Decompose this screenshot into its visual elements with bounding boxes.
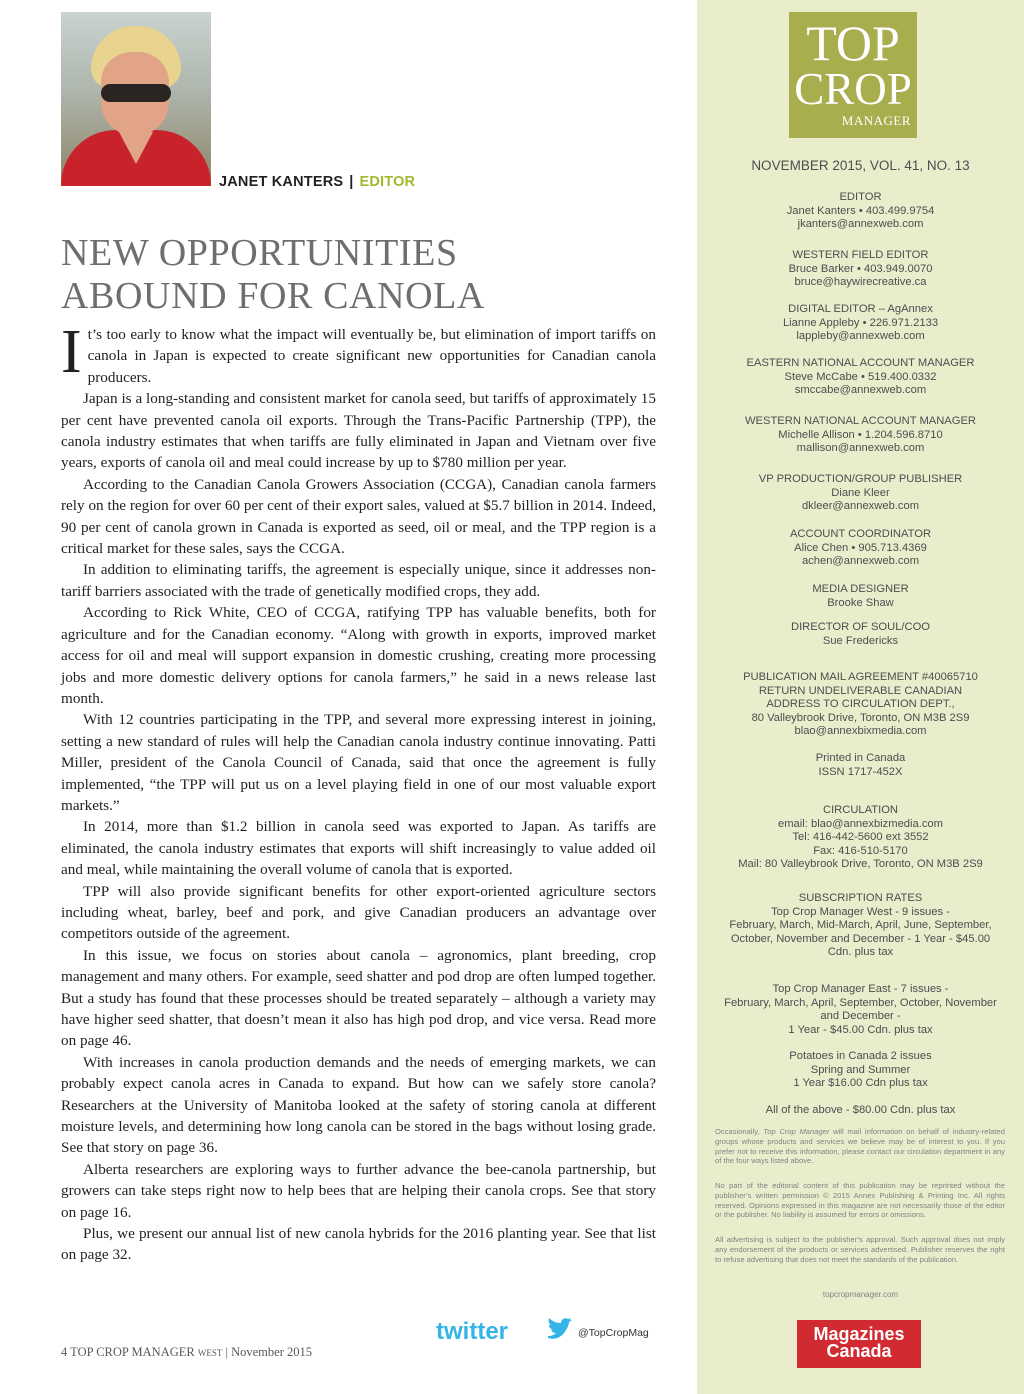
subscription-line: 1 Year $16.00 Cdn plus tax [793,1077,928,1090]
subscription-line: Spring and Summer [810,1063,911,1076]
twitter-logo-text: twitter [436,1318,508,1345]
folio-publication: TOP CROP MANAGER [70,1345,195,1359]
article-paragraph: According to Rick White, CEO of CCGA, ratifying TPP has valuable benefits, both for agriculture and for the Canadian economy. “Along with growth in exports, improved market access for oil and meal will support expansion in domestic crushing, creating more processing jobs and more domestic delivery options for canola farmers,” he said in a news release last month. [61,604,656,707]
page-folio [61,1345,312,1360]
folio-edition: WEST [197,1348,223,1358]
headline-line-2: ABOUND FOR CANOLA [61,275,486,317]
magazines-canada-logo [797,1320,921,1368]
masthead-title: DIRECTOR OF SOUL/COO [790,621,931,633]
article-paragraph: TPP will also provide significant benefits for other export-oriented agriculture sectors including wheat, barley, beef and pork, and give Canadian producers an advantage over competitors outside of the agreement. [61,882,656,943]
circulation-fax: Fax: 416-510-5170 [813,844,908,857]
subscription-line: Top Crop Manager East - 7 issues - [772,983,949,995]
drop-cap: I [61,318,82,386]
logo-line-2: CROP [794,64,912,114]
masthead-contact: Janet Kanters • 403.499.9754 [786,204,935,217]
fine-print-text: Occasionally, [715,1127,760,1136]
masthead-western-account-manager [697,415,1024,456]
circulation-mail: Mail: 80 Valleybrook Drive, Toronto, ON M3B 2S9 [738,858,983,871]
subscription-rates [697,892,1024,960]
issue-info: NOVEMBER 2015, VOL. 41, NO. 13 [751,158,970,173]
printed-in-canada [697,752,1024,779]
article-paragraph: In addition to eliminating tariffs, the agreement is especially unique, since it addresses non-tariff barriers associated with the trade of genetically modified crops, they add. [61,561,656,600]
masthead-email[interactable]: dkleer@annexweb.com [801,500,920,513]
subscription-line: 1 Year - $45.00 Cdn. plus tax [788,1023,933,1036]
magazines-canada-line-1: Magazines [813,1324,905,1344]
circulation-tel: Tel: 416-442-5600 ext 3552 [792,831,929,844]
masthead-media-designer [697,583,1024,610]
masthead-sidebar [697,0,1024,1394]
masthead-email[interactable]: lappleby@annexweb.com [796,330,925,343]
top-crop-manager-logo [789,12,917,138]
byline-role: EDITOR [359,174,416,190]
fine-print-mailing [715,1127,1005,1166]
masthead-editor [697,191,1024,232]
logo-line-1: TOP [806,15,900,71]
article-paragraph: With increases in canola production demands and the needs of emerging markets, we can probably expect canola acres in Canada to expand. But how can we safely store canola? Researchers at the University of Manitoba looked at the safety of storing canola at different moisture levels, and determining how long canola can be stored in the bags without losing grade. See that story on page 36. [61,1053,656,1157]
publication-line: 80 Valleybrook Drive, Toronto, ON M3B 2S9 [751,711,970,724]
masthead-email[interactable]: achen@annexweb.com [801,555,920,568]
article-paragraph: Plus, we present our annual list of new canola hybrids for the 2016 planting year. See that list on page 32. [61,1225,656,1264]
masthead-title: CIRCULATION [822,804,898,816]
masthead-contact: Sue Fredericks [822,634,899,647]
article-paragraph: Alberta researchers are exploring ways to further advance the bee-canola partnership, but growers can take steps right now to help bees that are helping their canola crops. See that story on page 16. [61,1160,656,1221]
masthead-email[interactable]: mallison@annexweb.com [796,442,925,455]
article-body [61,318,656,1266]
subscription-line: February, March, Mid-March, April, June, September, [729,919,992,932]
masthead-eastern-account-manager [697,357,1024,398]
masthead-title: WESTERN NATIONAL ACCOUNT MANAGER [744,415,977,427]
website-link[interactable]: topcropmanager.com [822,1290,899,1299]
fine-print-italic: Top Crop Manager [763,1127,830,1136]
masthead-email[interactable]: jkanters@annexweb.com [797,218,924,231]
publication-mail-agreement [697,671,1024,739]
masthead-contact: Steve McCabe • 519.400.0332 [784,370,937,383]
circulation [697,804,1024,872]
logo-line-3: MANAGER [841,113,911,128]
twitter-handle[interactable]: @TopCropMag [578,1327,649,1339]
folio-page-number: 4 [61,1345,68,1359]
masthead-title: VP PRODUCTION/GROUP PUBLISHER [758,473,963,485]
masthead-digital-editor [697,303,1024,344]
printed-line: Printed in Canada [815,752,906,764]
article-paragraph: According to the Canadian Canola Growers Association (CCGA), Canadian canola farmers rely on the region for over 60 per cent of their export sales, valued at $5.7 billion in 2014. Indeed, 90 per cent of canola grown in Canada is exported as seed, oil or meal, and the TPP region is a critical market for these sales, says the CCGA. [61,475,656,558]
article-paragraph: Japan is a long-standing and consistent market for canola seed, but tariffs of approximately 15 per cent have prevented canola oil exports. Through the Trans-Pacific Partnership (TPP), the canola industry estimates that when tariffs are fully eliminated in Japan and Vietnam over five years, exports of canola oil and meal could increase by up to $780 million per year. [61,390,656,472]
masthead-vp-production [697,473,1024,514]
headline [61,232,485,318]
east-subscription [697,983,1024,1037]
subscription-line: October, November and December - 1 Year - $45.00 [730,932,991,945]
subscription-line: Potatoes in Canada 2 issues [789,1050,932,1062]
editor-photo [61,12,211,186]
byline [219,174,415,190]
masthead-contact: Bruce Barker • 403.949.0070 [788,262,933,275]
masthead-email[interactable]: smccabe@annexweb.com [794,384,927,397]
publication-line: RETURN UNDELIVERABLE CANADIAN [758,684,963,697]
potatoes-in-canada [697,1050,1024,1091]
article-paragraph-1 [61,318,656,388]
masthead-title: MEDIA DESIGNER [812,583,909,595]
headline-line-1: NEW OPPORTUNITIES [61,232,458,274]
masthead-title: ACCOUNT COORDINATOR [789,528,932,540]
magazines-canada-line-2: Canada [826,1341,892,1361]
byline-separator: | [349,174,354,190]
masthead-title: SUBSCRIPTION RATES [798,892,923,904]
article-paragraph: In this issue, we focus on stories about canola – agronomics, plant breeding, crop management and many others. For example, seed shatter and pod drop are often lumped together. But a study has found that these processes should be treated separately – although a variety may have higher seed shatter, that doesn’t mean it also has high pod drop, and vice versa. Read more on page 46. [61,946,656,1050]
article-paragraph: With 12 countries participating in the TPP, and several more expressing interest in joining, setting a new standard of rules will help the Canadian canola industry continue innovating. Patti Miller, president of the Canola Council of Canada, said that once the agreement is fully implemented, “the TPP will put us on a level playing field in one of our most valuable export markets.” [61,711,656,814]
publication-line: ADDRESS TO CIRCULATION DEPT., [766,698,955,711]
subscription-line: Top Crop Manager West - 9 issues - [771,905,950,918]
masthead-title: DIGITAL EDITOR – AgAnnex [788,303,933,315]
masthead-contact: Michelle Allison • 1.204.596.8710 [778,428,943,441]
twitter-bird-icon [548,1318,572,1339]
fine-print-copyright: No part of the editorial content of this publication may be reprinted without the publisher’s written permission © 2015 Annex Publishing & Printing Inc. All rights reserved. Opinions expressed in this magazine are not necessarily those of the editor or the publisher. No liability is assumed for errors or omissions. [715,1181,1005,1220]
masthead-western-field-editor [697,249,1024,290]
masthead-account-coordinator [697,528,1024,569]
masthead-title: EDITOR [839,191,882,203]
masthead-contact: Alice Chen • 905.713.4369 [794,541,927,554]
folio-date: November 2015 [231,1345,312,1359]
fine-print-text: will mail information on behalf of industry-related groups whose products and services we believe may be of interest to you. If you prefer not to receive this information, please contact our circulation department in any of the four ways listed above. [715,1127,1005,1166]
article-paragraph: In 2014, more than $1.2 billion in canola seed was exported to Japan. As tariffs are eliminated, the canola industry estimates that exports will shift increasingly to value added oil and meal, while maintaining the overall volume of canola that is exported. [61,818,656,879]
subscription-line: and December - [820,1010,901,1023]
circulation-email[interactable]: email: blao@annexbizmedia.com [778,817,943,830]
subscription-line: February, March, April, September, October, November [724,996,997,1009]
folio-separator: | [225,1345,228,1359]
subscription-line: Cdn. plus tax [827,946,894,959]
masthead-title: EASTERN NATIONAL ACCOUNT MANAGER [746,357,975,369]
byline-name: JANET KANTERS [219,174,344,190]
masthead-contact: Diane Kleer [831,486,890,499]
masthead-email[interactable]: bruce@haywirecreative.ca [794,276,927,289]
all-of-the-above: All of the above - $80.00 Cdn. plus tax [765,1104,956,1116]
article-paragraph-1-text: t’s too early to know what the impact will eventually be, but elimination of import tariffs on canola in Japan is expected to create significant new opportunities for Canadian canola producers. [87,326,656,386]
masthead-contact: Lianne Appleby • 226.971.2133 [782,316,939,329]
issn: ISSN 1717-452X [818,765,903,778]
twitter-logo-icon[interactable] [436,1318,576,1346]
masthead-title: WESTERN FIELD EDITOR [792,249,929,261]
publication-email[interactable]: blao@annexbixmedia.com [794,725,927,738]
fine-print-advertising: All advertising is subject to the publisher’s approval. Such approval does not imply any endorsement of the products or services advertised. Publisher reserves the right to refuse advertising that does not meet the standards of the publication. [715,1235,1005,1264]
masthead-director-of-soul [697,621,1024,648]
masthead-contact: Brooke Shaw [827,596,894,609]
publication-line: PUBLICATION MAIL AGREEMENT #40065710 [743,671,978,683]
